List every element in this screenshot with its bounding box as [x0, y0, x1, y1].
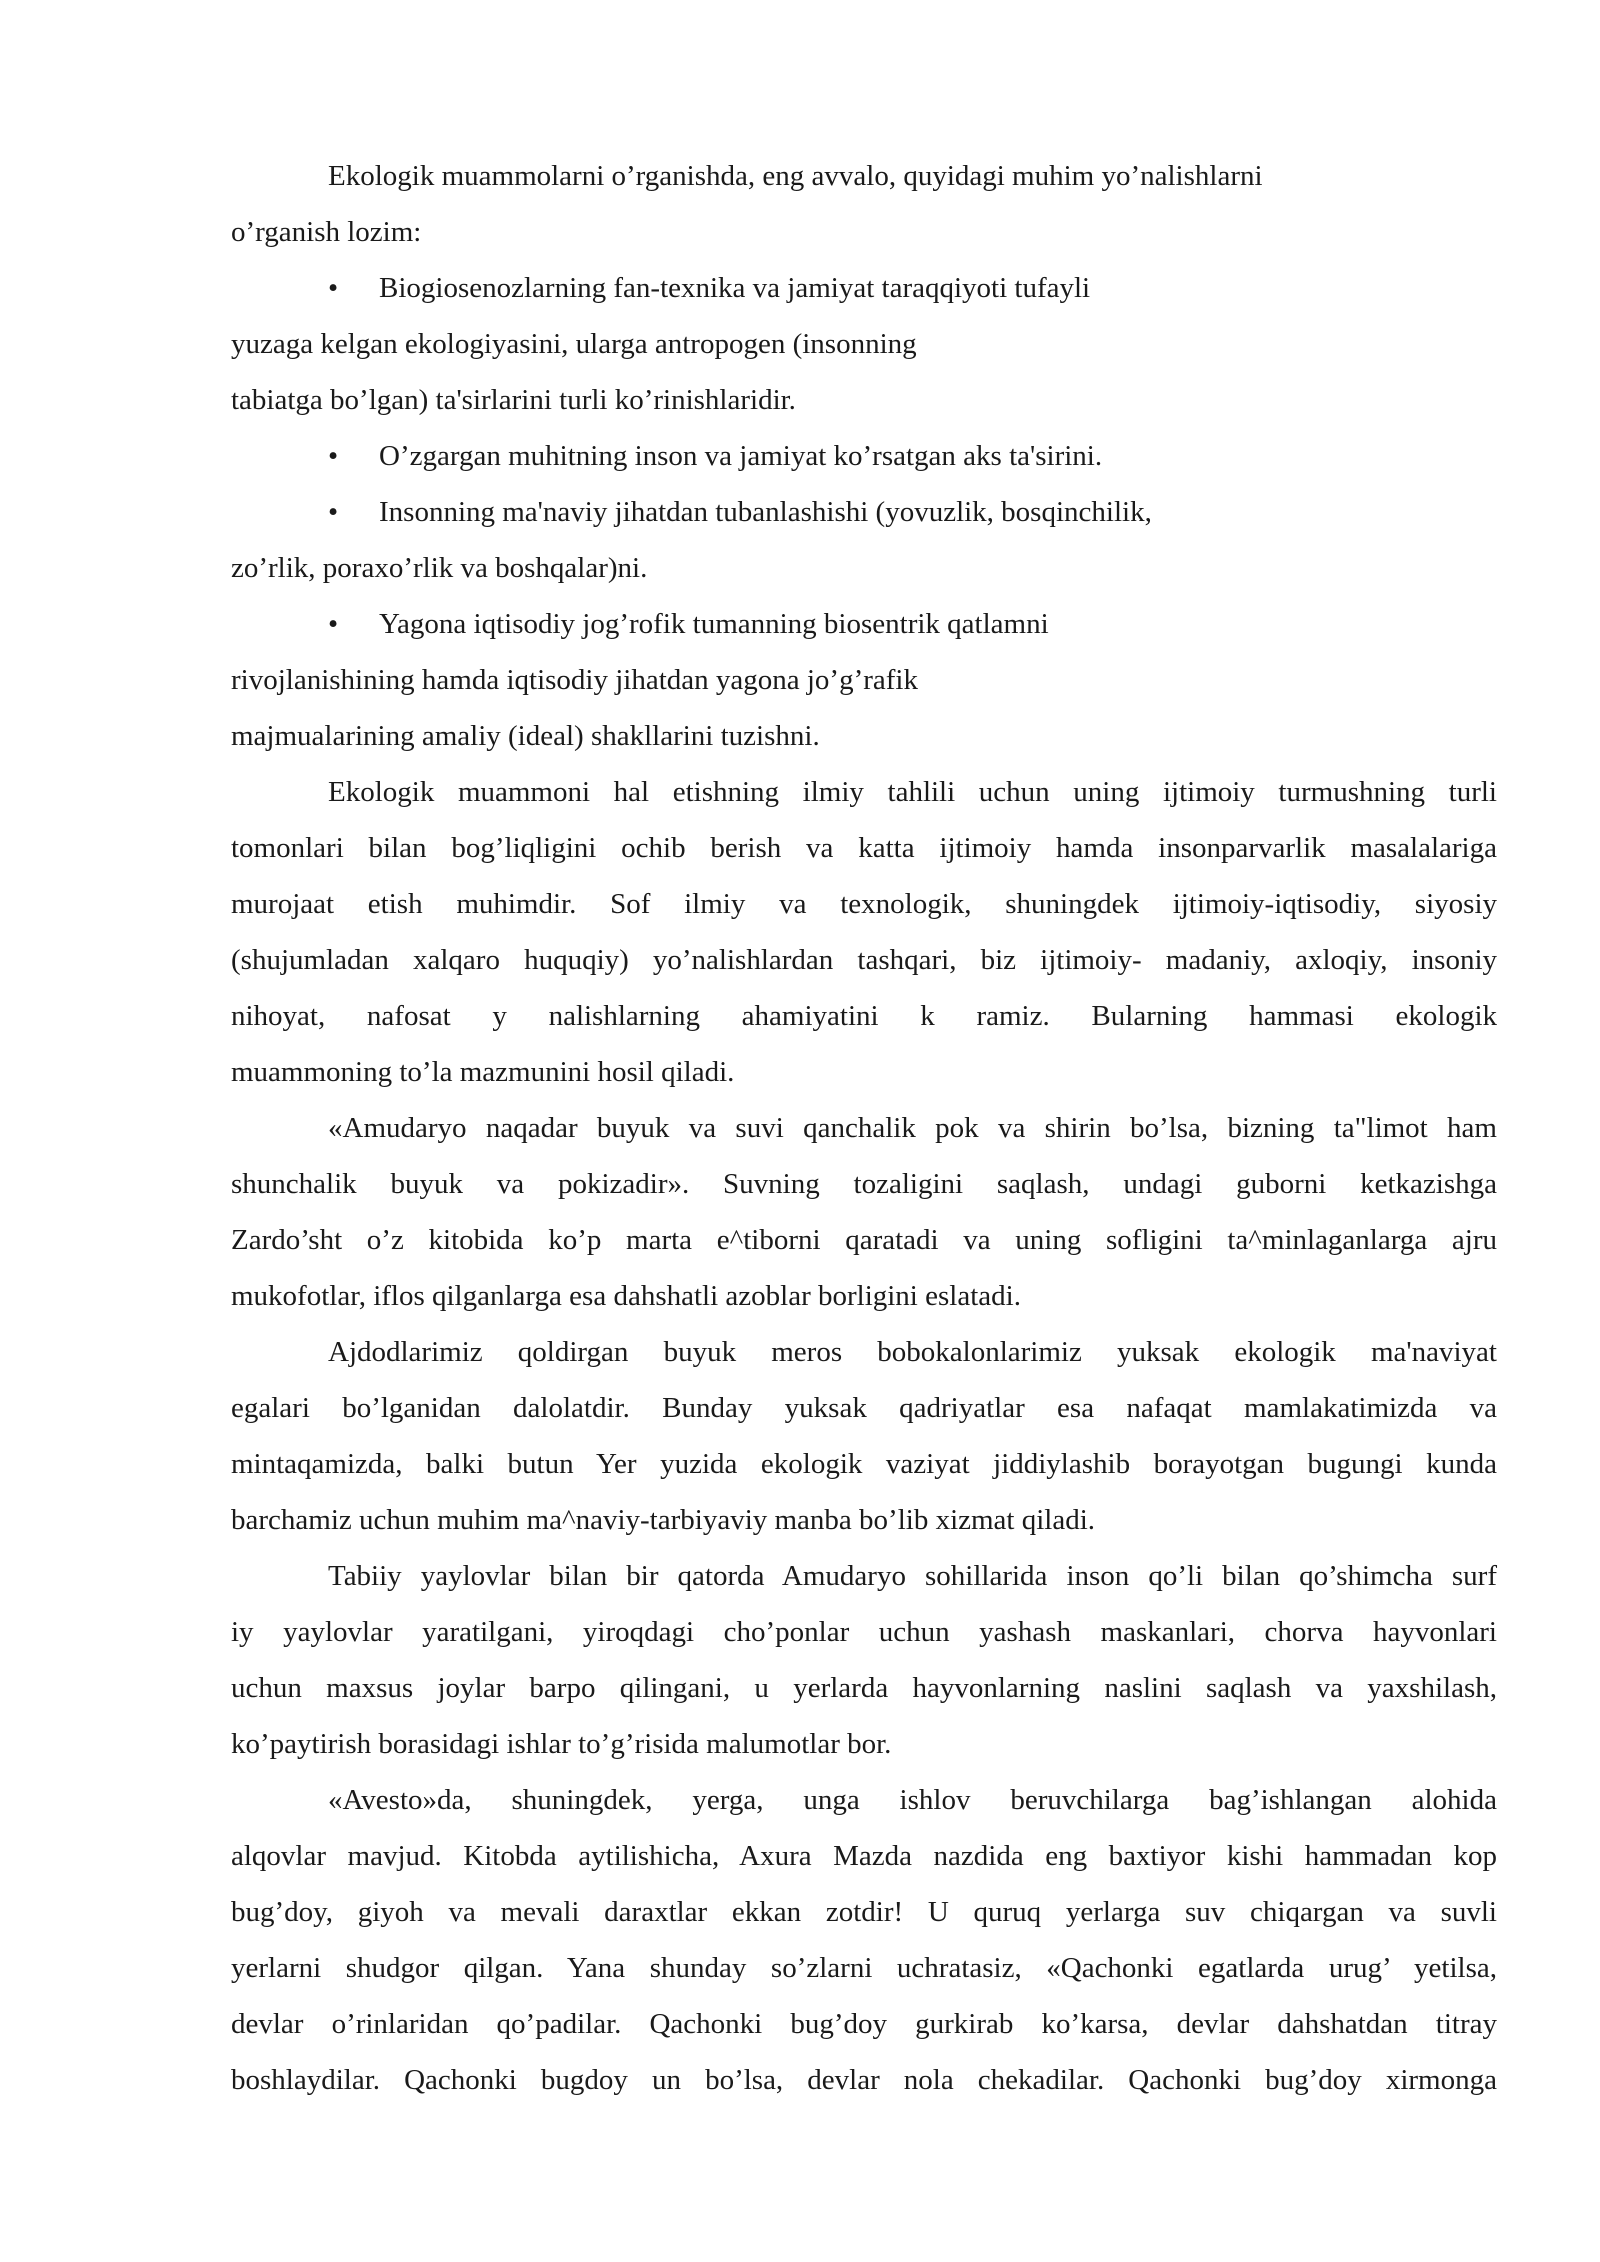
text-line: devlar o’rinlaridan qo’padilar. Qachonki bug’doy gurkirab ko’karsa, devlar dahshatdan titray: [231, 2008, 1497, 2040]
text-line: «Amudaryo naqadar buyuk va suvi qanchalik pok va shirin bo’lsa, bizning ta"limot ham: [328, 1112, 1497, 1144]
text-line: egalari bo’lganidan dalolatdir. Bunday yuksak qadriyatlar esa nafaqat mamlakatimizda va: [231, 1392, 1497, 1424]
text-line: Ekologik muammoni hal etishning ilmiy tahlili uchun uning ijtimoiy turmushning turli: [328, 776, 1497, 808]
bullet-marker: •: [328, 496, 339, 528]
bullet-marker: •: [328, 272, 339, 304]
bullet-list-item: [231, 260, 1497, 316]
text-line: muammoning to’la mazmunini hosil qiladi.: [231, 1056, 735, 1088]
text-line: Zardo’sht o’z kitobida ko’p marta e^tiborni qaratadi va uning sofligini ta^minlaganlarga ajru: [231, 1224, 1497, 1256]
text-line: uchun maxsus joylar barpo qilingani, u yerlarda hayvonlarning naslini saqlash va yaxshilash,: [231, 1672, 1497, 1704]
text-line: rivojlanishining hamda iqtisodiy jihatdan yagona jo’g’rafik: [231, 664, 918, 696]
text-line: yerlarni shudgor qilgan. Yana shunday so’zlarni uchratasiz, «Qachonki egatlarda urug’ yetilsa,: [231, 1952, 1497, 1984]
text-line: bug’doy, giyoh va mevali daraxtlar ekkan zotdir! U quruq yerlarga suv chiqargan va suvli: [231, 1896, 1497, 1928]
bullet-marker: •: [328, 440, 339, 472]
text-line: murojaat etish muhimdir. Sof ilmiy va texnologik, shuningdek ijtimoiy-iqtisodiy, siyosiy: [231, 888, 1497, 920]
text-line: boshlaydilar. Qachonki bugdoy un bo’lsa, devlar nola chekadilar. Qachonki bug’doy xirmonga: [231, 2064, 1497, 2096]
text-line: «Avesto»da, shuningdek, yerga, unga ishlov beruvchilarga bag’ishlangan alohida: [328, 1784, 1497, 1816]
bullet-marker: •: [328, 608, 339, 640]
document-page: [231, 148, 1497, 2108]
text-line: yuzaga kelgan ekologiyasini, ularga antropogen (insonning: [231, 328, 917, 360]
text-line: o’rganish lozim:: [231, 216, 422, 248]
bullet-text: O’zgargan muhitning inson va jamiyat ko’rsatgan aks ta'sirini.: [379, 440, 1103, 472]
text-line: mintaqamizda, balki butun Yer yuzida ekologik vaziyat jiddiylashib borayotgan bugungi kunda: [231, 1448, 1497, 1480]
text-line: barchamiz uchun muhim ma^naviy-tarbiyaviy manba bo’lib xizmat qiladi.: [231, 1504, 1096, 1536]
bullet-text: Biogiosenozlarning fan-texnika va jamiyat taraqqiyoti tufayli: [379, 272, 1091, 304]
text-line: ko’paytirish borasidagi ishlar to’g’risida malumotlar bor.: [231, 1728, 892, 1760]
text-line: Ajdodlarimiz qoldirgan buyuk meros bobokalonlarimiz yuksak ekologik ma'naviyat: [328, 1336, 1497, 1368]
text-line: nihoyat, nafosat y nalishlarning ahamiyatini k ramiz. Bularning hammasi ekologik: [231, 1000, 1497, 1032]
text-line: Ekologik muammolarni o’rganishda, eng avvalo, quyidagi muhim yo’nalishlarni: [328, 160, 1263, 192]
text-line: mukofotlar, iflos qilganlarga esa dahshatli azoblar borligini eslatadi.: [231, 1280, 1021, 1312]
text-line: shunchalik buyuk va pokizadir». Suvning tozaligini saqlash, undagi guborni ketkazishga: [231, 1168, 1497, 1200]
text-line: (shujumladan xalqaro huquqiy) yo’nalishlardan tashqari, biz ijtimoiy- madaniy, axloqiy, insoniy: [231, 944, 1497, 976]
text-line: tabiatga bo’lgan) ta'sirlarini turli ko’rinishlaridir.: [231, 384, 796, 416]
bullet-text: Yagona iqtisodiy jog’rofik tumanning biosentrik qatlamni: [379, 608, 1049, 640]
text-line: Tabiiy yaylovlar bilan bir qatorda Amudaryo sohillarida inson qo’li bilan qo’shimcha surf: [328, 1560, 1497, 1592]
bullet-text: Insonning ma'naviy jihatdan tubanlashishi (yovuzlik, bosqinchilik,: [379, 496, 1152, 528]
text-line: majmualarining amaliy (ideal) shakllarini tuzishni.: [231, 720, 820, 752]
bullet-list-item: [231, 428, 1497, 484]
text-line: zo’rlik, poraxo’rlik va boshqalar)ni.: [231, 552, 648, 584]
text-line: alqovlar mavjud. Kitobda aytilishicha, Axura Mazda nazdida eng baxtiyor kishi hammadan kop: [231, 1840, 1497, 1872]
text-line: iy yaylovlar yaratilgani, yiroqdagi cho’ponlar uchun yashash maskanlari, chorva hayvonlari: [231, 1616, 1497, 1648]
text-line: tomonlari bilan bog’liqligini ochib berish va katta ijtimoiy hamda insonparvarlik masalalariga: [231, 832, 1497, 864]
bullet-list-item: [231, 484, 1497, 540]
bullet-list-item: [231, 596, 1497, 652]
